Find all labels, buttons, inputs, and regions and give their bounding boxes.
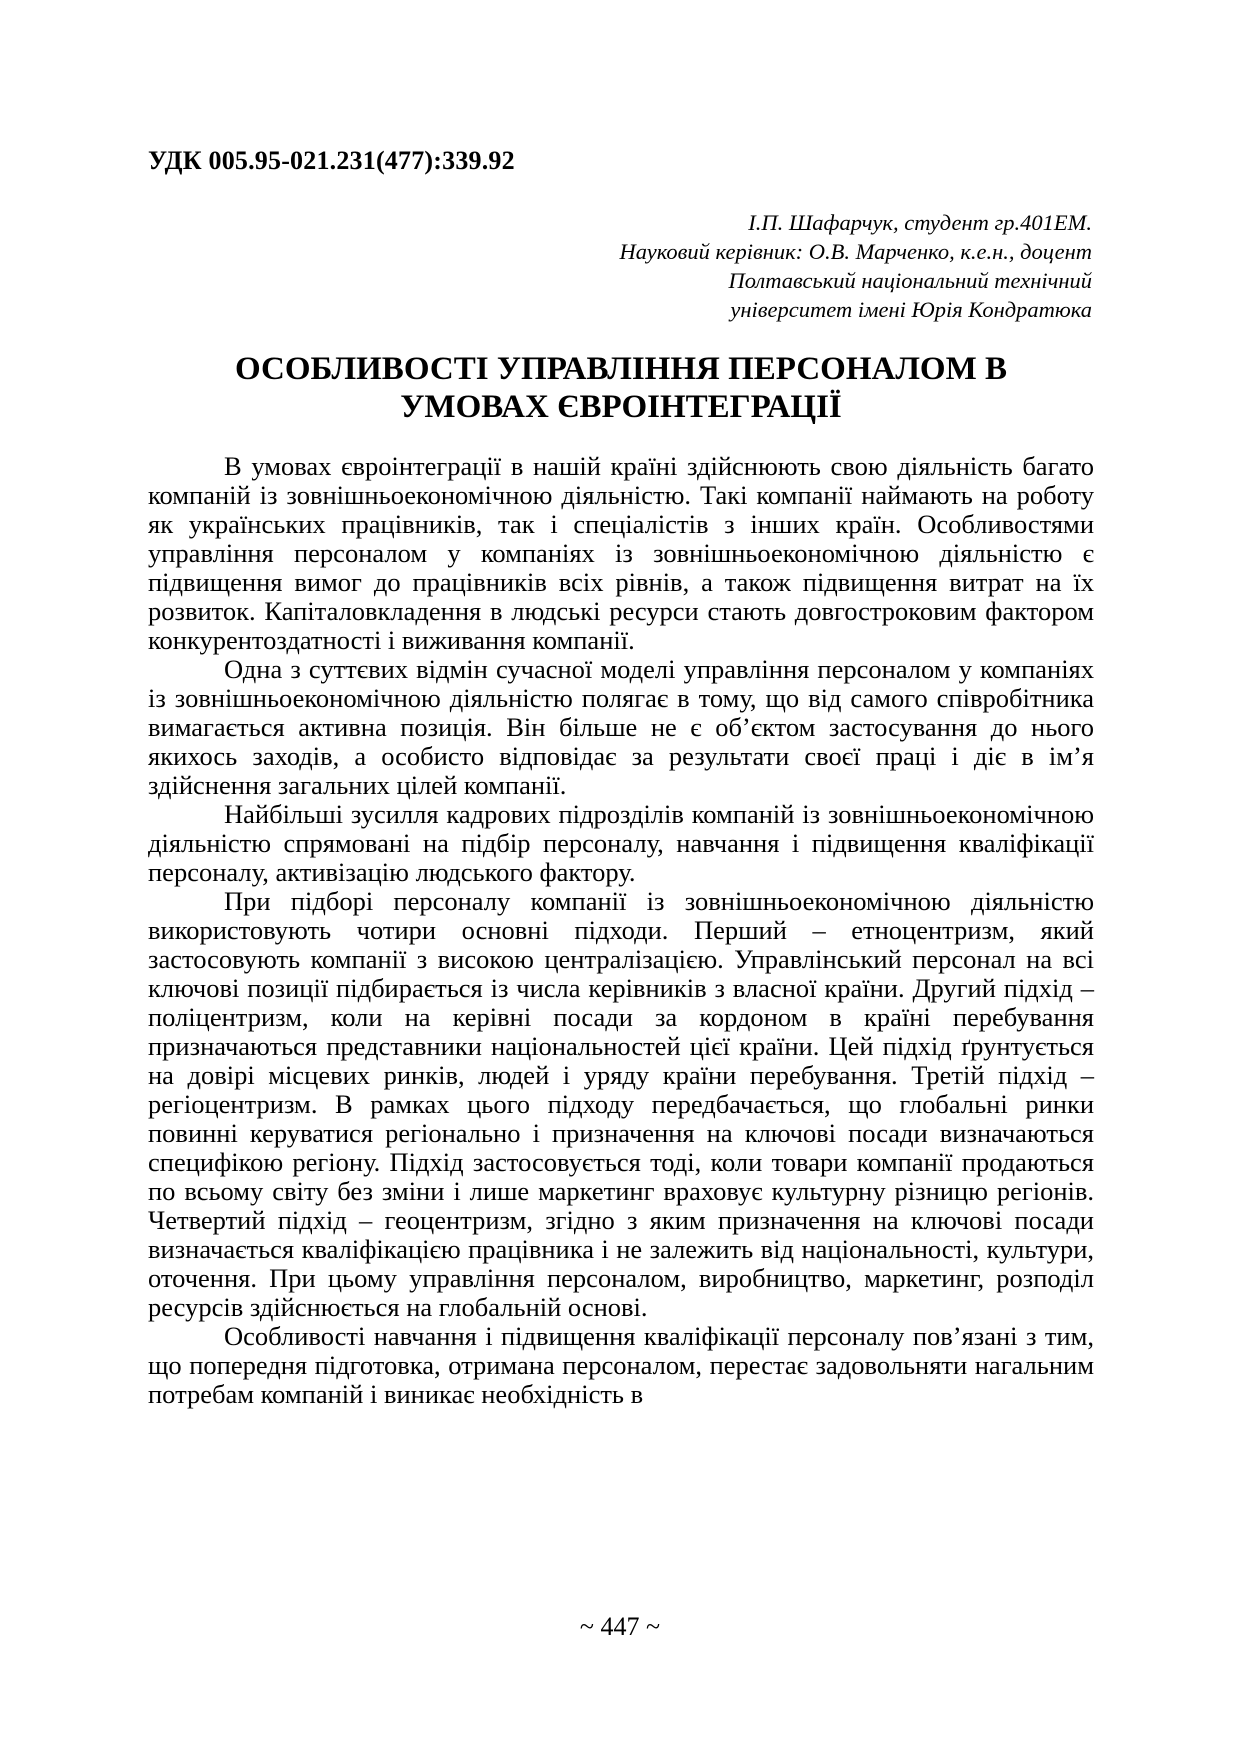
page-number: ~ 447 ~ [579, 1612, 661, 1641]
title-line-1: ОСОБЛИВОСТІ УПРАВЛІННЯ ПЕРСОНАЛОМ В [234, 351, 1007, 387]
author-line: І.П. Шафарчук, студент гр.401ЕМ. [748, 210, 1092, 235]
paragraph-1: В умовах євроінтеграції в нашій країні здійснюють свою діяльність багато компаній із зовнішньоекономічною діяльністю. Такі компанії наймають на роботу як українських працівників, так і спеціалістів з інших країн. Особливостями управління персоналом у компаніях із зовнішньоекономічною діяльністю є підвищення вимог до працівників всіх рівнів, а також підвищення витрат на їх розвиток. Капіталовкладення в людські ресурси стають довгостроковим фактором конкурентоздатності і виживання компанії. [148, 451, 1094, 655]
udc-code: УДК 005.95-021.231(477):339.92 [148, 146, 515, 175]
institution-line: Полтавський національний технічний [728, 268, 1092, 293]
institution-line-2: університет імені Юрія Кондратюка [730, 297, 1092, 322]
paper-title [148, 350, 1094, 426]
paragraph-2: Одна з суттєвих відмін сучасної моделі управління персоналом у компаніях із зовнішньоекономічною діяльністю полягає в тому, що від самого співробітника вимагається активна позиція. Він більше не є об’єктом застосування до нього якихось заходів, а особисто відповідає за результати своєї праці і діє в ім’я здійснення загальних цілей компанії. [148, 654, 1094, 800]
supervisor-line: Науковий керівник: О.В. Марченко, к.е.н., доцент [619, 239, 1092, 264]
body-text [148, 452, 1094, 1409]
paragraph-3: Найбільші зусилля кадрових підрозділів компаній із зовнішньоекономічною діяльністю спрямовані на підбір персоналу, навчання і підвищення кваліфікації персоналу, активізацію людського фактору. [148, 799, 1094, 887]
author-block [620, 208, 1092, 324]
title-line-2: УМОВАХ ЄВРОІНТЕГРАЦІЇ [400, 389, 842, 425]
paragraph-4: При підборі персоналу компанії із зовнішньоекономічною діяльністю використовують чотири основні підходи. Перший – етноцентризм, який застосовують компанії з високою централізацією. Управлінський персонал на всі ключові позиції підбирається із числа керівників з власної країни. Другий підхід – поліцентризм, коли на керівні посади за кордоном в країні перебування призначаються представники національностей цієї країни. Цей підхід ґрунтується на довірі місцевих ринків, людей і уряду країни перебування. Третій підхід – регіоцентризм. В рамках цього підходу передбачається, що глобальні ринки повинні керуватися регіонально і призначення на ключові посади визначаються специфікою регіону. Підхід застосовується тоді, коли товари компанії продаються по всьому світу без зміни і лише маркетинг враховує культурну різницю регіонів. Четвертий підхід – геоцентризм, згідно з яким призначення на ключові посади визначається кваліфікацією працівника і не залежить від національності, культури, оточення. При цьому управління персоналом, виробництво, маркетинг, розподіл ресурсів здійснюється на глобальній основі. [148, 886, 1094, 1322]
paragraph-5: Особливості навчання і підвищення кваліфікації персоналу пов’язані з тим, що попередня підготовка, отримана персоналом, перестає задовольняти нагальним потребам компаній і виникає необхідність в [148, 1321, 1094, 1409]
